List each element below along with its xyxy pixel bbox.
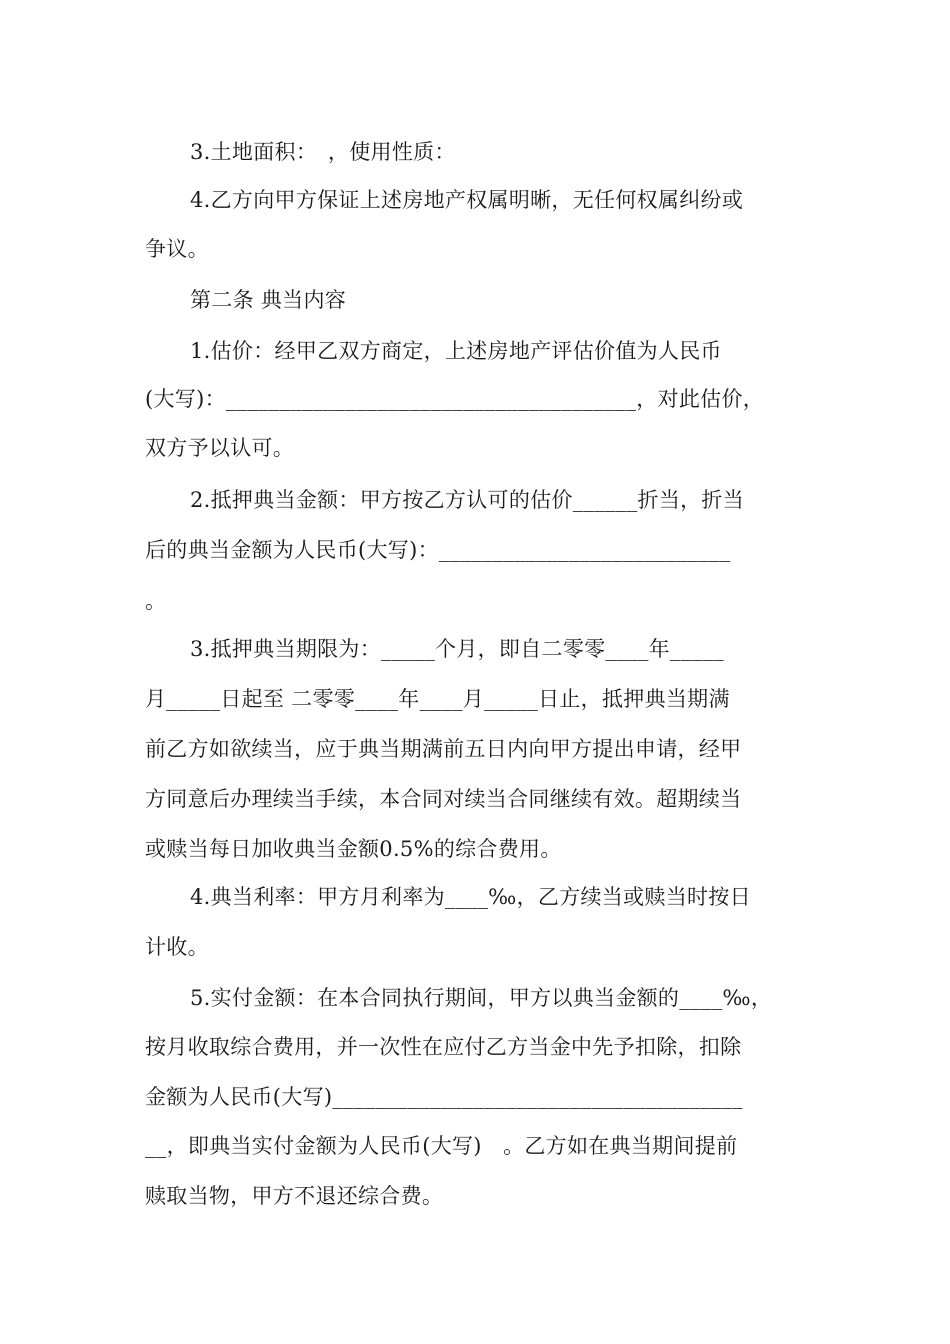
clause-term-line-2: 月_____日起至 二零零____年____月_____日止，抵押典当期满 (145, 687, 730, 711)
clause-land-area: 3.土地面积： ，使用性质： (190, 140, 456, 164)
clause-actual-amount-line-4: __，即典当实付金额为人民币(大写) 。乙方如在典当期间提前 (145, 1134, 738, 1158)
clause-actual-amount-line-3: 金额为人民币(大写)______________________________________ (145, 1085, 743, 1109)
clause-term-line-4: 方同意后办理续当手续，本合同对续当合同继续有效。超期续当 (145, 787, 742, 811)
clause-pawn-amount-line-1: 2.抵押典当金额：甲方按乙方认可的估价______折当，折当 (190, 488, 745, 512)
clause-actual-amount-line-1: 5.实付金额：在本合同执行期间，甲方以典当金额的____‰， (190, 986, 773, 1010)
clause-valuation-line-2: (大写)：______________________________________，对此估价， (145, 387, 765, 411)
clause-ownership-line-2: 争议。 (145, 237, 209, 261)
clause-pawn-amount-line-2: 后的典当金额为人民币(大写)：___________________________ (145, 538, 731, 562)
clause-pawn-amount-line-3: 。 (145, 589, 167, 613)
clause-ownership-line-1: 4.乙方向甲方保证上述房地产权属明晰，无任何权属纠纷或 (190, 188, 744, 212)
clause-valuation-line-3: 双方予以认可。 (145, 436, 295, 460)
clause-actual-amount-line-5: 赎取当物，甲方不退还综合费。 (145, 1184, 444, 1208)
clause-actual-amount-line-2: 按月收取综合费用，并一次性在应付乙方当金中先予扣除，扣除 (145, 1035, 742, 1059)
clause-term-line-1: 3.抵押典当期限为：_____个月，即自二零零____年_____ (190, 637, 724, 661)
clause-term-line-5: 或赎当每日加收典当金额0.5%的综合费用。 (145, 837, 562, 861)
clause-interest-line-2: 计收。 (145, 935, 209, 959)
clause-term-line-3: 前乙方如欲续当，应于典当期满前五日内向甲方提出申请，经甲 (145, 737, 742, 761)
clause-interest-line-1: 4.典当利率：甲方月利率为____‰，乙方续当或赎当时按日 (190, 885, 751, 909)
clause-valuation-line-1: 1.估价：经甲乙双方商定，上述房地产评估价值为人民币 (190, 339, 722, 363)
section-heading-pawn-content: 第二条 典当内容 (190, 288, 347, 312)
